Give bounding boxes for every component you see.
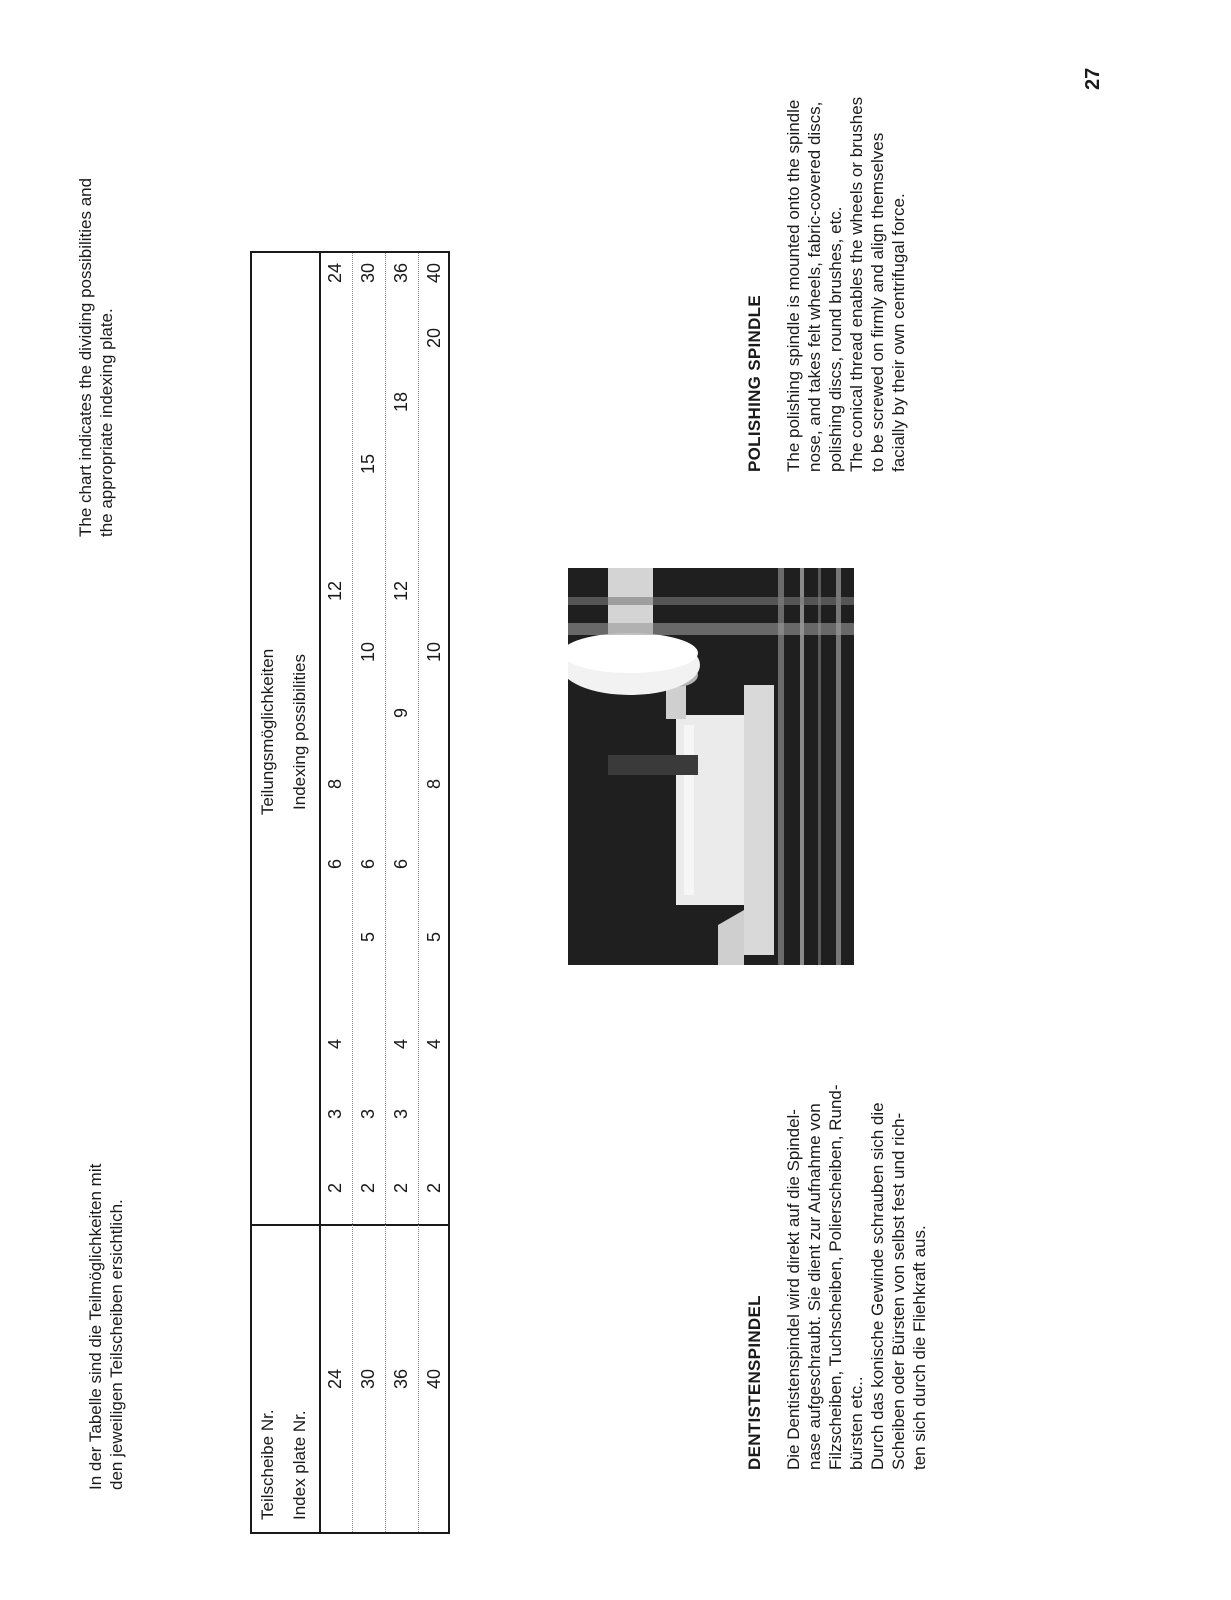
text-line: Scheiben oder Bürsten von selbst fest und rich- (889, 1112, 908, 1470)
table-row (385, 253, 419, 1532)
division-value: 8 (325, 779, 345, 790)
division-value: 24 (325, 262, 345, 284)
division-value: 4 (424, 1039, 444, 1050)
table-row (319, 253, 353, 1532)
text-line: to be screwed on firmly and align themselves (868, 132, 887, 472)
indexing-table (250, 251, 450, 1534)
division-value: 15 (358, 453, 378, 475)
intro-text-de (85, 1164, 127, 1490)
possibilities-header-de: Teilungsmöglichkeiten (258, 648, 277, 816)
text-line: the appropriate indexing plate. (97, 308, 116, 537)
division-value: 4 (391, 1039, 411, 1050)
text-line: The chart indicates the dividing possibilities and (76, 177, 95, 537)
division-value: 40 (424, 262, 444, 284)
division-value: 5 (358, 932, 378, 943)
text-line: nase aufgeschraubt. Sie dient zur Aufnahme von (805, 1103, 824, 1470)
plate-number: 24 (325, 1368, 345, 1390)
polishing-spindle-heading: POLISHING SPINDLE (745, 294, 764, 472)
text-line: ten sich durch die Fliehkraft aus. (910, 1225, 929, 1470)
division-value: 18 (391, 391, 411, 413)
division-value: 4 (325, 1039, 345, 1050)
division-value: 30 (358, 262, 378, 284)
division-value: 2 (391, 1183, 411, 1194)
division-value: 20 (424, 327, 444, 349)
plate-number: 36 (391, 1368, 411, 1390)
plate-header-en: Index plate Nr. (290, 1410, 309, 1520)
division-value: 2 (358, 1183, 378, 1194)
text-line: facially by their own centrifugal force. (889, 193, 908, 472)
intro-text-en (75, 178, 117, 537)
text-line: Filzscheiben, Tuchscheiben, Polierscheiben, Rund- (826, 1084, 845, 1470)
page-number: 27 (1082, 67, 1104, 90)
division-value: 2 (325, 1183, 345, 1194)
text-line: Durch das konische Gewinde schrauben sich die (868, 1102, 887, 1470)
photo-illustration (568, 568, 854, 965)
division-value: 9 (391, 708, 411, 719)
polishing-spindle-text (783, 97, 909, 472)
possibilities-header-en: Indexing possibilities (290, 654, 309, 810)
division-value: 12 (325, 580, 345, 602)
text-line: polishing discs, round brushes, etc. (826, 206, 845, 472)
division-value: 6 (325, 859, 345, 870)
polishing-spindle-photo (568, 568, 854, 965)
text-line: nose, and takes felt wheels, fabric-covered discs, (805, 101, 824, 472)
plate-header-de: Teilscheibe Nr. (258, 1409, 277, 1520)
division-value: 36 (391, 262, 411, 284)
division-value: 6 (358, 859, 378, 870)
plate-number: 30 (358, 1368, 378, 1390)
division-value: 12 (391, 580, 411, 602)
text-line: The polishing spindle is mounted onto the spindle (784, 99, 803, 472)
division-value: 5 (424, 932, 444, 943)
division-value: 10 (424, 641, 444, 663)
division-value: 10 (358, 641, 378, 663)
text-line: The conical thread enables the wheels or brushes (847, 96, 866, 472)
table-row (352, 253, 386, 1532)
dentistenspindel-heading: DENTISTENSPINDEL (745, 1295, 764, 1470)
table-header (252, 253, 321, 1532)
division-value: 3 (358, 1109, 378, 1120)
division-value: 3 (325, 1109, 345, 1120)
dentistenspindel-text (783, 1084, 930, 1470)
table-row (418, 253, 451, 1532)
text-line: In der Tabelle sind die Teilmöglichkeiten mit (86, 1163, 105, 1490)
text-line: Die Dentistenspindel wird direkt auf die Spindel- (784, 1109, 803, 1470)
division-value: 8 (424, 779, 444, 790)
division-value: 6 (391, 859, 411, 870)
division-value: 2 (424, 1183, 444, 1194)
text-line: den jeweiligen Teilscheiben ersichtlich. (107, 1199, 126, 1490)
division-value: 3 (391, 1109, 411, 1120)
plate-number: 40 (424, 1368, 444, 1390)
text-line: bürsten etc.. (847, 1376, 866, 1470)
